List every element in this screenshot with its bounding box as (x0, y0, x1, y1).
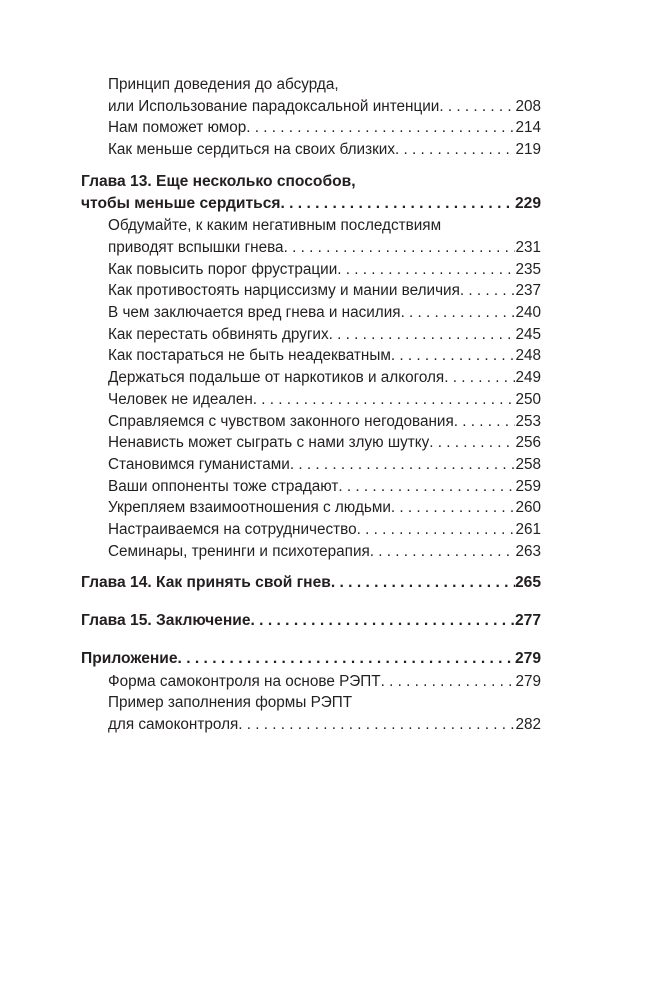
toc-entry (81, 324, 541, 346)
dot-leader (439, 96, 515, 118)
dot-leader (253, 389, 516, 411)
toc-entry-title: Семинары, тренинги и психотерапия (108, 542, 370, 560)
toc-page-number: 229 (514, 194, 541, 212)
toc-page-number: 279 (515, 672, 541, 690)
toc-page-number: 259 (515, 477, 541, 495)
toc-page-number: 245 (515, 325, 541, 343)
dot-leader (444, 367, 515, 389)
dot-leader (357, 519, 516, 541)
toc-entry-title: Обдумайте, к каким негативным последствиям (108, 217, 442, 235)
toc-page-number: 258 (515, 455, 541, 473)
dot-leader (391, 345, 516, 367)
toc-page-number: 208 (515, 97, 541, 115)
toc-entry (81, 280, 541, 302)
toc-page-number: 282 (515, 715, 541, 733)
toc-page-number: 214 (515, 119, 541, 137)
toc-chapter-title: Приложение (81, 649, 178, 667)
toc-page-number: 253 (515, 412, 541, 430)
dot-leader (284, 237, 516, 259)
table-of-contents (81, 74, 541, 736)
toc-entry-title: Принцип доведения до абсурда, (108, 76, 339, 93)
dot-leader (331, 572, 515, 594)
toc-entry (81, 302, 541, 324)
dot-leader (290, 454, 516, 476)
dot-leader (370, 541, 516, 563)
dot-leader (251, 610, 515, 632)
dot-leader (381, 671, 516, 693)
toc-page-number: 277 (514, 612, 541, 630)
toc-appendix (81, 648, 541, 670)
toc-entry-title: Как противостоять нарциссизму и мании величия (108, 282, 460, 300)
dot-leader (280, 193, 515, 215)
toc-chapter-title: Глава 14. Как принять свой гнев (81, 574, 331, 592)
toc-entry-title: Становимся гуманистами (108, 455, 290, 473)
toc-entry (81, 432, 541, 454)
toc-entry (81, 519, 541, 541)
toc-entry (81, 454, 541, 476)
toc-entry-title: приводят вспышки гнева (108, 238, 284, 256)
toc-page-number: 231 (515, 238, 541, 256)
toc-entry-title: Как меньше сердиться на своих близких (108, 141, 395, 159)
toc-entry-title: или Использование парадоксальной интенции (108, 97, 440, 115)
toc-entry (81, 692, 541, 735)
toc-entry-title: Человек не идеален (108, 390, 253, 408)
toc-entry-title: Настраиваемся на сотрудничество (108, 521, 357, 539)
toc-entry (81, 345, 541, 367)
toc-entry-title: Ненависть может сыграть с нами злую шутку (108, 434, 430, 452)
toc-chapter-title: Глава 15. Заключение (81, 612, 251, 630)
toc-page-number: 250 (515, 390, 541, 408)
dot-leader (238, 714, 515, 736)
toc-entry-title: Как повысить порог фрустрации (108, 260, 338, 278)
toc-page-number: 248 (515, 347, 541, 365)
toc-page-number: 249 (515, 369, 541, 387)
toc-chapter-title: Глава 13. Еще несколько способов, (81, 172, 356, 190)
dot-leader (429, 432, 515, 454)
toc-entry-title: Держаться подальше от наркотиков и алкоголя (108, 369, 445, 387)
toc-entry-title: для самоконтроля (108, 715, 239, 733)
toc-entry (81, 671, 541, 693)
toc-page-number: 240 (515, 304, 541, 322)
toc-entry (81, 411, 541, 433)
toc-entry-title: Ваши оппоненты тоже страдают (108, 477, 339, 495)
toc-entry (81, 74, 541, 117)
dot-leader (391, 497, 516, 519)
toc-page-number: 261 (515, 521, 541, 539)
toc-entry (81, 367, 541, 389)
toc-entry (81, 117, 541, 139)
dot-leader (395, 139, 515, 161)
toc-page-number: 219 (515, 141, 541, 159)
toc-entry (81, 139, 541, 161)
toc-entry-title: В чем заключается вред гнева и насилия (108, 304, 401, 322)
dot-leader (454, 411, 516, 433)
toc-page-number: 279 (514, 649, 541, 667)
toc-entry (81, 476, 541, 498)
dot-leader (329, 324, 516, 346)
toc-entry-title: Как перестать обвинять других (108, 325, 329, 343)
toc-entry-title: Справляемся с чувством законного негодования (108, 412, 454, 430)
toc-entry (81, 389, 541, 411)
toc-entry-title: Форма самоконтроля на основе РЭПТ (108, 672, 381, 690)
toc-entry (81, 259, 541, 281)
toc-page-number: 237 (515, 282, 541, 300)
toc-entry (81, 541, 541, 563)
toc-chapter (81, 610, 541, 632)
toc-page-number: 260 (515, 499, 541, 517)
toc-entry-title: Как постараться не быть неадекватным (108, 347, 391, 365)
toc-entry-title: Нам поможет юмор (108, 119, 247, 137)
toc-chapter-title: чтобы меньше сердиться (81, 194, 281, 212)
toc-page-number: 235 (515, 260, 541, 278)
toc-page-number: 265 (514, 574, 541, 592)
toc-page-number: 263 (515, 542, 541, 560)
toc-entry-title: Пример заполнения формы РЭПТ (108, 694, 353, 712)
toc-entry (81, 497, 541, 519)
dot-leader (178, 648, 515, 670)
dot-leader (460, 280, 516, 302)
dot-leader (338, 476, 515, 498)
toc-entry-title: Укрепляем взаимоотношения с людьми (108, 499, 391, 517)
dot-leader (401, 302, 516, 324)
dot-leader (246, 117, 515, 139)
toc-chapter (81, 572, 541, 594)
toc-chapter (81, 171, 541, 214)
toc-page-number: 256 (515, 434, 541, 452)
dot-leader (337, 259, 515, 281)
toc-entry (81, 215, 541, 258)
